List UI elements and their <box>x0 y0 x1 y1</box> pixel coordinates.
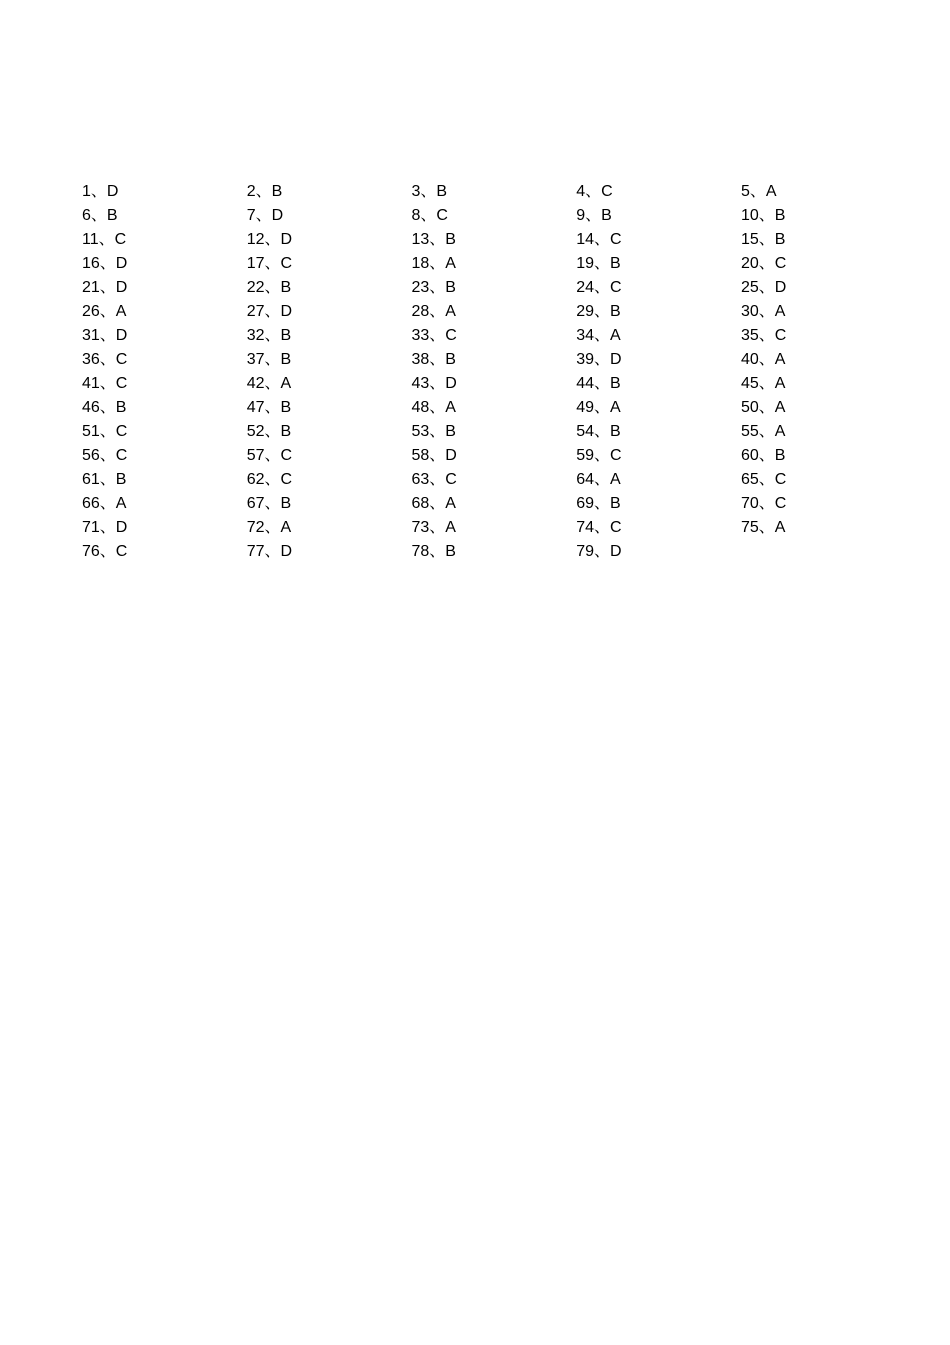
answer-item: 26、A <box>82 303 127 320</box>
answer-item: 41、C <box>82 375 128 392</box>
answer-item: 61、B <box>82 471 127 488</box>
answer-item: 31、D <box>82 327 128 344</box>
answer-item: 27、D <box>246 303 293 320</box>
answer-item: 58、D <box>411 447 457 464</box>
answer-item: 4、C <box>576 183 613 200</box>
answer-item: 69、B <box>576 495 621 512</box>
answer-item: 49、A <box>576 399 621 416</box>
answer-item: 2、B <box>246 183 283 200</box>
answer-item: 18、A <box>411 255 456 272</box>
answer-item: 36、C <box>82 351 128 368</box>
answer-item: 53、B <box>411 423 456 440</box>
answer-key-grid <box>82 180 906 564</box>
answer-item: 52、B <box>246 423 292 440</box>
answer-item: 77、D <box>246 543 293 560</box>
answer-item: 50、A <box>741 399 786 416</box>
answer-item: 13、B <box>411 231 456 248</box>
answer-item: 34、A <box>576 327 621 344</box>
answer-item: 10、B <box>741 207 786 224</box>
answer-item: 1、D <box>82 183 119 200</box>
answer-item: 37、B <box>246 351 292 368</box>
answer-item: 15、B <box>741 231 786 248</box>
answer-item: 71、D <box>82 519 128 536</box>
answer-item: 38、B <box>411 351 456 368</box>
answer-item: 56、C <box>82 447 128 464</box>
answer-item: 48、A <box>411 399 456 416</box>
answer-item: 65、C <box>741 471 787 488</box>
answer-item: 35、C <box>741 327 787 344</box>
answer-item: 72、A <box>246 519 292 536</box>
answer-item: 73、A <box>411 519 456 536</box>
answer-item: 43、D <box>411 375 457 392</box>
answer-item: 28、A <box>411 303 456 320</box>
answer-item: 79、D <box>576 543 622 560</box>
answer-item: 60、B <box>741 447 786 464</box>
answer-item: 68、A <box>411 495 456 512</box>
answer-item: 63、C <box>411 471 457 488</box>
answer-item: 20、C <box>741 255 787 272</box>
answer-item: 67、B <box>246 495 292 512</box>
answer-item: 54、B <box>576 423 621 440</box>
answer-item: 25、D <box>741 279 787 296</box>
answer-item: 76、C <box>82 543 128 560</box>
answer-item: 51、C <box>82 423 128 440</box>
answer-item: 5、A <box>741 183 777 200</box>
answer-item: 21、D <box>82 279 128 296</box>
answer-item: 24、C <box>576 279 622 296</box>
answer-item: 44、B <box>576 375 621 392</box>
answer-item: 64、A <box>576 471 621 488</box>
answer-item: 9、B <box>576 207 612 224</box>
answer-item: 22、B <box>246 279 292 296</box>
answer-item: 66、A <box>82 495 127 512</box>
answer-item: 6、B <box>82 207 118 224</box>
answer-item: 19、B <box>576 255 621 272</box>
answer-item: 46、B <box>82 399 127 416</box>
answer-item: 42、A <box>246 375 292 392</box>
answer-item: 59、C <box>576 447 622 464</box>
answer-item: 17、C <box>246 255 293 272</box>
answer-item: 11、C <box>82 231 127 248</box>
answer-item: 16、D <box>82 255 128 272</box>
answer-item: 39、D <box>576 351 622 368</box>
answer-item: 32、B <box>246 327 292 344</box>
answer-item: 40、A <box>741 351 786 368</box>
answer-item: 29、B <box>576 303 621 320</box>
answer-item: 7、D <box>246 207 284 224</box>
answer-item: 75、A <box>741 519 786 536</box>
answer-item: 45、A <box>741 375 786 392</box>
answer-item: 55、A <box>741 423 786 440</box>
answer-item: 23、B <box>411 279 456 296</box>
answer-item: 8、C <box>411 207 448 224</box>
answer-item: 74、C <box>576 519 622 536</box>
answer-item: 33、C <box>411 327 457 344</box>
answer-item: 12、D <box>246 231 293 248</box>
answer-item: 70、C <box>741 495 787 512</box>
answer-item: 78、B <box>411 543 456 560</box>
answer-item: 47、B <box>246 399 292 416</box>
answer-item: 62、C <box>246 471 293 488</box>
answer-item: 14、C <box>576 231 622 248</box>
answer-item: 3、B <box>411 183 448 200</box>
answer-item: 30、A <box>741 303 786 320</box>
answer-item: 57、C <box>246 447 293 464</box>
